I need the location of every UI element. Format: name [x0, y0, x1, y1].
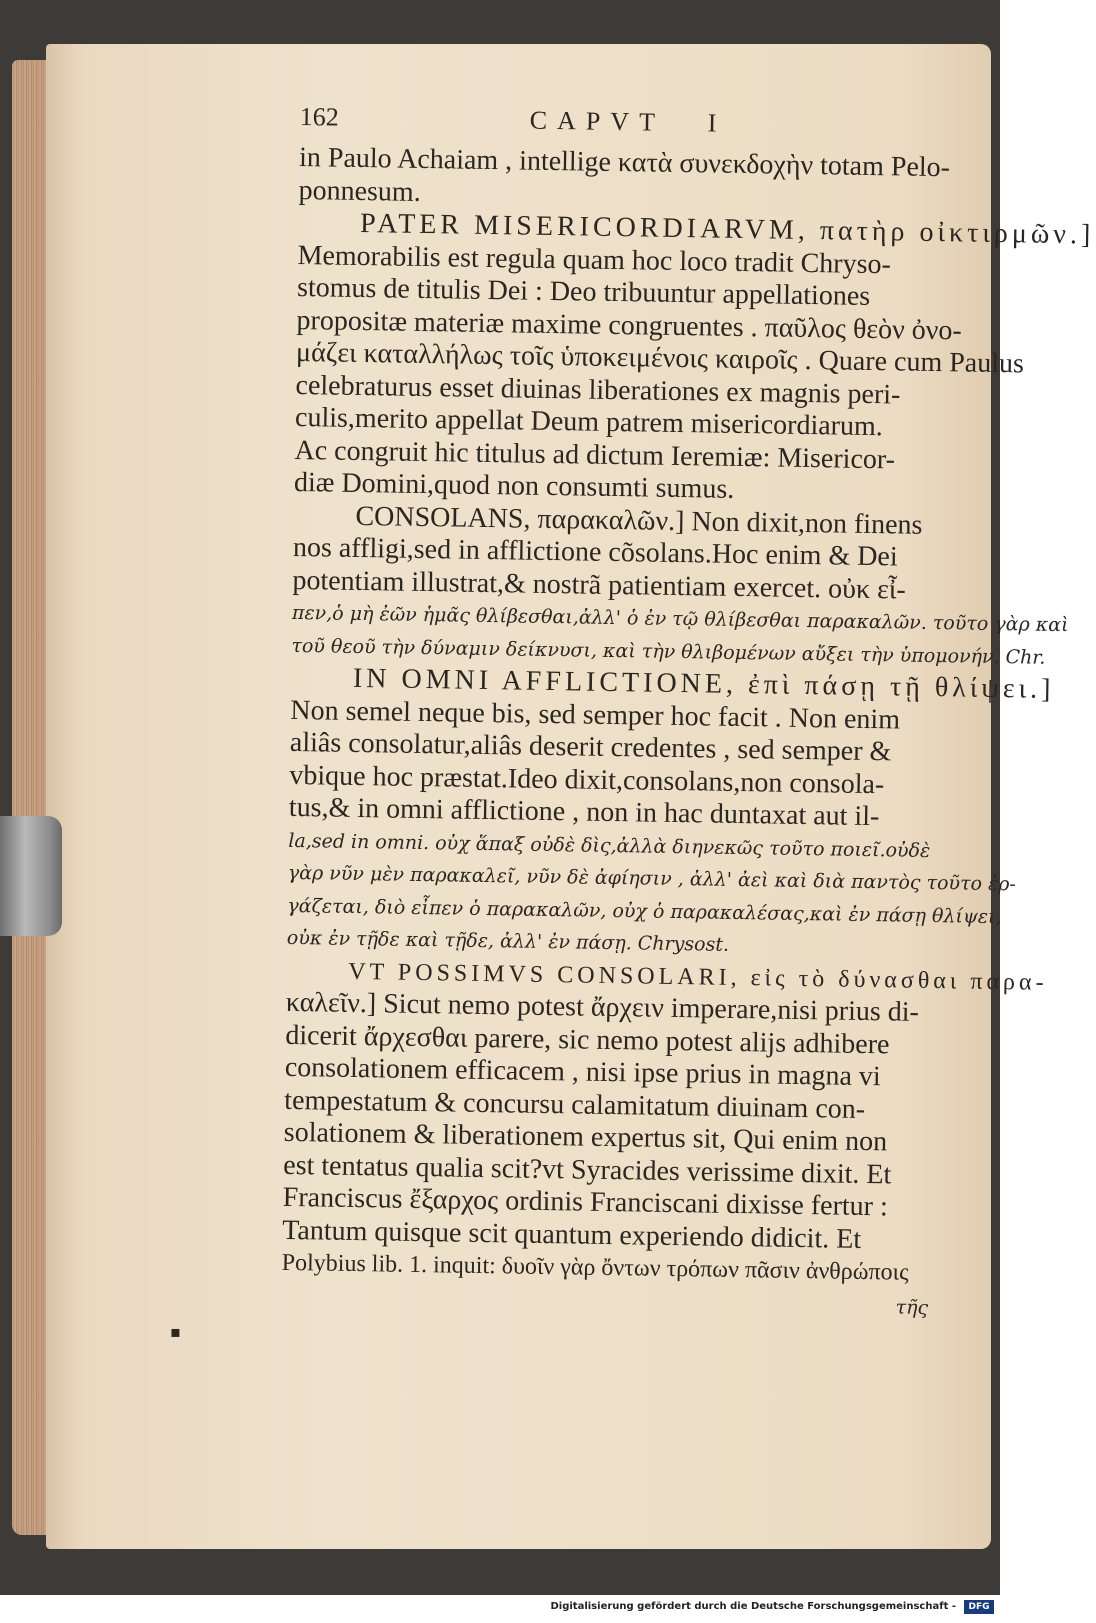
text-line: diæ Domini,quod non consumti sumus.	[293, 466, 735, 505]
text-line: nos affligi,sed in afflictione cõsolans.Hoc enim & Dei	[292, 531, 898, 573]
dfg-logo: DFG	[964, 1600, 994, 1614]
lemma-line: PATER MISERICORDIARVM, πατὴρ οἰκτιρμῶν.]	[359, 207, 1095, 251]
text-line: culis,merito appellat Deum patrem misericordiarum.	[294, 401, 884, 443]
catchword: τῆς	[895, 1296, 929, 1319]
greek-line: τοῦ θεοῦ τὴν δύναμιν δείκνυσι, καὶ τὴν θλιβομένων αὔξει τὴν ὑπομονήν. Chr.	[291, 634, 1046, 669]
greek-line: γάζεται, διὸ εἶπεν ὁ παρακαλῶν, οὐχ ὁ παρακαλέσας,καὶ ἐν πάσῃ θλίψει,	[287, 894, 1002, 928]
text-line: Tantum quisque scit quantum experiendo didicit. Et	[282, 1214, 862, 1255]
margin-mark: ▪	[170, 1322, 181, 1341]
greek-line: πεν,ὁ μὴ ἐῶν ἡμᾶς θλίβεσθαι,ἀλλ' ὁ ἐν τῷ θλίβεσθαι παρακαλῶν. τοῦτο γὰρ καὶ	[291, 601, 1069, 637]
text-line: καλεῖν.] Sicut nemo potest ἄρχειν imperare,nisi prius di-	[285, 986, 920, 1028]
text-line: Memorabilis est regula quam hoc loco tradit Chryso-	[297, 239, 892, 280]
page-text-block	[281, 102, 1095, 1324]
text-line: tus,& in omni afflictione , non in hac duntaxat aut il-	[288, 791, 880, 833]
lemma-line: IN OMNI AFFLICTIONE, ἐπὶ πάσῃ τῇ θλίψει.]	[352, 662, 1055, 705]
text-line: stomus de titulis Dei : Deo tribuuntur appellationes	[296, 271, 871, 312]
footer-text: Digitalisierung gefördert durch die Deutsche Forschungsgemeinschaft -	[550, 1601, 956, 1612]
text-line: in Paulo Achaiam , intellige κατὰ συνεκδοχὴν totam Pelo-	[298, 141, 951, 184]
chapter-number: I	[707, 108, 717, 138]
lemma-line: VT POSSIMVS CONSOLARI, εἰς τὸ δύνασθαι παρα-	[348, 958, 1048, 996]
running-head-title: CAPVT	[529, 105, 666, 137]
page-clip	[0, 816, 62, 936]
greek-line: οὐκ ἐν τῇδε καὶ τῇδε, ἀλλ' ἐν πάσῃ. Chrysost.	[286, 926, 730, 956]
text-line: ponnesum.	[298, 174, 421, 208]
greek-line: γὰρ νῦν μὲν παρακαλεῖ, νῦν δὲ ἀφίησιν , ἀλλ' ἀεὶ καὶ διὰ παντὸς τοῦτο ἐρ-	[287, 861, 1017, 896]
text-line: consolationem efficacem , nisi ipse prius in magna vi	[284, 1051, 881, 1093]
lemma-line: CONSOLANS, παρακαλῶν.] Non dixit,non finens	[355, 500, 923, 541]
text-line: Non semel neque bis, sed semper hoc facit . Non enim	[290, 694, 901, 735]
text-line: Franciscus ἔξαρχος ordinis Franciscani dixisse fertur :	[282, 1181, 889, 1223]
text-line: celebraturus esset diuinas liberationes ex magnis peri-	[295, 369, 901, 410]
text-line: μάζει καταλλήλως τοῖς ὑποκειμένοις καιροῖς . Quare cum Paulus	[295, 336, 1025, 380]
text-line: potentiam illustrat,& nostrã patientiam exercet. οὐκ εἶ-	[292, 564, 906, 606]
text-line: dicerit ἄρχεσθαι parere, sic nemo potest alijs adhibere	[285, 1019, 890, 1060]
text-line: vbique hoc præstat.Ideo dixit,consolans,non consola-	[289, 759, 885, 800]
digitization-footer	[0, 1595, 1000, 1623]
text-line: tempestatum & concursu calamitatum diuinam con-	[284, 1084, 866, 1125]
text-line: Polybius lib. 1. inquit: δυοῖν γὰρ ὄντων τρόπων πᾶσιν ἀνθρώποις	[281, 1249, 909, 1286]
text-line: propositæ materiæ maxime congruentes . παῦλος θεὸν ὀνο-	[296, 304, 963, 346]
greek-line: la,sed in omni. οὐχ ἅπαξ οὐδὲ δὶς,ἀλλὰ διηνεκῶς τοῦτο ποιεῖ.οὐδὲ	[288, 829, 931, 862]
text-line: solationem & liberationem expertus sit, Qui enim non	[283, 1116, 888, 1158]
page-number: 162	[299, 102, 339, 132]
text-line: aliâs consolatur,aliâs deserit credentes , sed semper &	[289, 726, 892, 768]
text-line: Ac congruit hic titulus ad dictum Ieremiæ: Misericor-	[294, 434, 896, 475]
text-line: est tentatus qualia scit?vt Syracides verissime dixit. Et	[283, 1149, 892, 1190]
